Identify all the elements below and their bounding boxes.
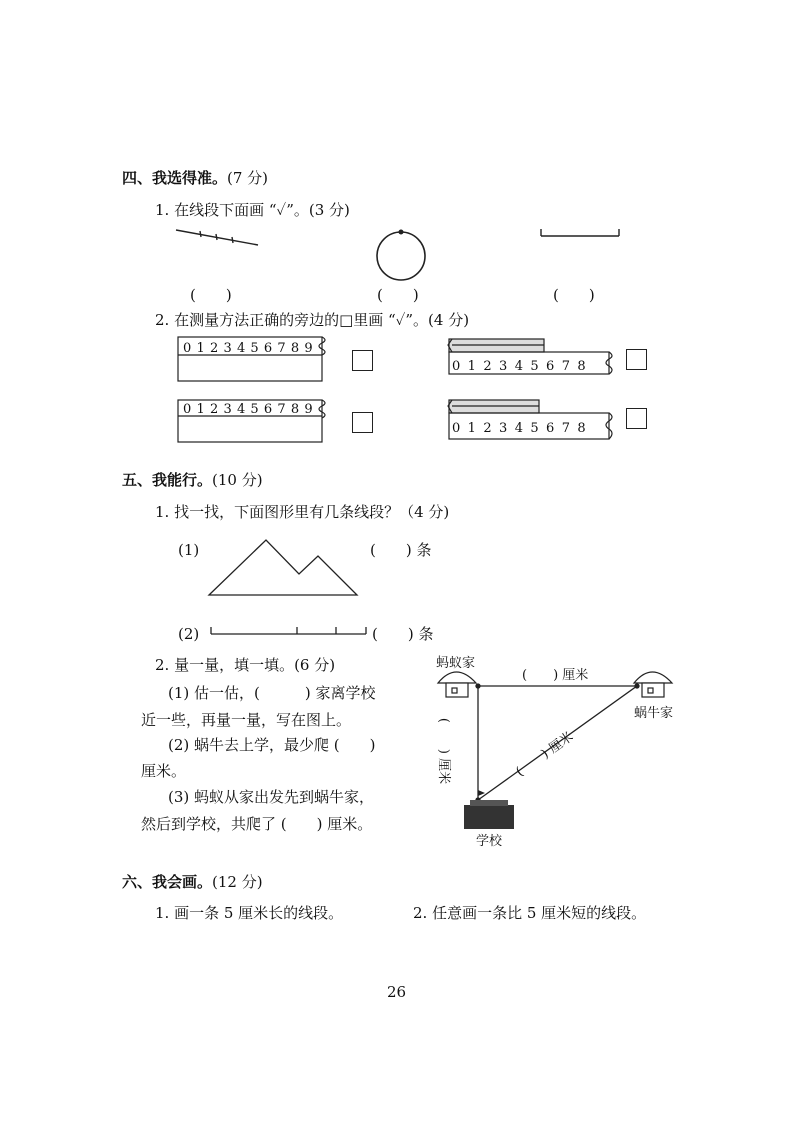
school-building-icon [464,790,514,829]
snail-home-label: 蜗牛家 [634,706,674,721]
mushroom-house-icon-snail [634,672,672,697]
q5-1-item1-label: (1) [178,541,200,559]
top-distance-label[interactable]: ( ) 厘米 [522,668,589,683]
bracket-segment-figure [541,229,619,236]
q5-2-line-3: (2) 蜗牛去上学，最少爬 ( ) [168,736,376,754]
section-5-heading [122,471,263,489]
q5-2-line-4: 厘米。 [141,762,187,780]
q5-2-line-1: (1) 估一估，( ) 家离学校 [168,684,376,702]
ruler-3-numbers: 0123456789 [183,402,318,417]
q6-2-prompt: 2. 任意画一条比 5 厘米短的线段。 [413,904,647,922]
q5-1-item2-label: (2) [178,625,200,643]
section-4-score: (7 分) [227,169,269,187]
ruler-1-numbers: 0123456789 [183,341,318,356]
ruler-2-numbers: 012345678 [452,359,594,374]
mountain-figure [209,540,357,595]
q5-1-prompt: 1. 找一找，下面图形里有几条线段？（4 分) [155,503,450,521]
q4-1-prompt: 1. 在线段下面画 “✓”。(3 分) [155,201,350,219]
section-6-score: (12 分) [212,873,263,891]
q6-1-prompt: 1. 画一条 5 厘米长的线段。 [155,904,344,922]
section-6-title: 六、我会画。 [122,873,213,891]
q5-2-line-6: 然后到学校，共爬了 ( ) 厘米。 [141,815,373,833]
section-5-score: (10 分) [212,471,263,489]
mushroom-house-icon-ant [438,672,476,697]
q4-1-answer-bracket-1[interactable]: ( ) [190,286,232,304]
q5-2-line-5: (3) 蚂蚁从家出发先到蜗牛家， [168,788,375,806]
circle-figure [377,230,425,281]
q4-2-prompt: 2. 在测量方法正确的旁边的□里画 “✓”。(4 分) [155,311,470,329]
q5-2-line-2: 近一些，再量一量，写在图上。 [141,711,352,729]
slanted-ray-figure [176,230,258,245]
section-6-heading [122,873,263,891]
diagonal-distance-label[interactable]: ( ) 厘米 [513,729,577,780]
ruler-4-numbers: 012345678 [452,421,594,436]
segment-with-points-figure [211,627,366,634]
page-number: 26 [387,983,407,1001]
section-4-title: 四、我选得准。 [122,169,228,187]
left-distance-label[interactable]: ( ) 厘米 [436,717,452,785]
q5-1-item2-answer[interactable]: ( ) 条 [372,625,434,643]
section-5-title: 五、我能行。 [122,471,213,489]
school-label: 学校 [476,834,503,849]
ant-home-label: 蚂蚁家 [436,656,476,671]
q4-1-answer-bracket-3[interactable]: ( ) [553,286,595,304]
q5-1-item1-answer[interactable]: ( ) 条 [370,541,432,559]
q5-2-prompt: 2. 量一量，填一填。(6 分) [155,656,336,674]
q4-1-answer-bracket-2[interactable]: ( ) [377,286,419,304]
